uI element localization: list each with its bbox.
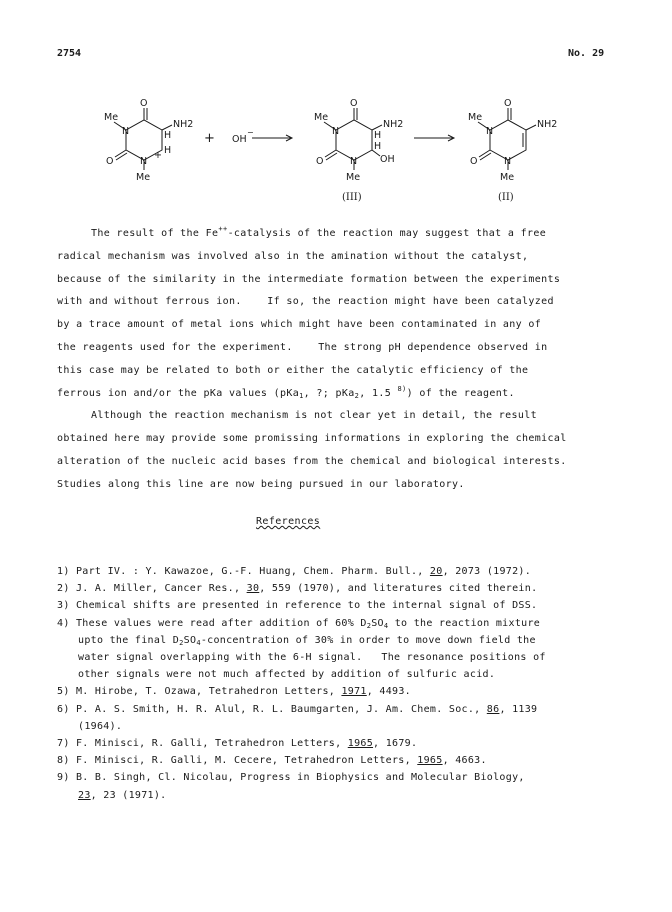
- body-line: because of the similarity in the intermediate formation between the experiments: [57, 273, 561, 285]
- intermediate-amino: NH2: [383, 119, 404, 130]
- body-line: Although the reaction mechanism is not clear yet in detail, the result: [91, 410, 537, 422]
- reference-item: 9) B. B. Singh, Cl. Nicolau, Progress in Biophysics and Molecular Biology,: [57, 772, 525, 784]
- body-line: the reagents used for the experiment. The strong pH dependence observed in: [57, 341, 548, 353]
- references-heading: References: [256, 516, 321, 527]
- intermediate-methyl-bottom: Me: [346, 172, 361, 183]
- hydroxide-charge: −: [247, 128, 254, 137]
- body-line: radical mechanism was involved also in the amination without the catalyst,: [57, 250, 529, 262]
- intermediate-nitrogen-top: N: [332, 126, 340, 137]
- reactant-h1: H: [164, 130, 172, 141]
- intermediate-oxygen-left: O: [316, 156, 324, 167]
- product-label: (II): [498, 192, 514, 203]
- product-methyl-top: Me: [468, 112, 483, 123]
- reference-item: 1) Part IV. : Y. Kawazoe, G.-F. Huang, Chem. Pharm. Bull., 20, 2073 (1972).: [57, 566, 532, 577]
- plus-sign: +: [204, 131, 215, 146]
- body-line: alteration of the nucleic acid bases from the chemical and biological interests.: [57, 455, 567, 467]
- reference-continuation: (1964).: [78, 720, 123, 732]
- body-line: with and without ferrous ion. If so, the reaction might have been catalyzed: [57, 296, 554, 308]
- intermediate-methyl-top: Me: [314, 112, 329, 123]
- reactant-charge: +: [154, 150, 162, 161]
- body-line: Studies along this line are now being pursued in our laboratory.: [57, 478, 465, 490]
- reactant-nitrogen-bottom: N: [140, 156, 148, 167]
- reactant-methyl-top: Me: [104, 112, 119, 123]
- reactant-amino: NH2: [173, 119, 194, 130]
- reactant-nitrogen-top: N: [122, 126, 130, 137]
- body-line: by a trace amount of metal ions which might have been contaminated in any of: [57, 319, 542, 331]
- intermediate-h1: H: [374, 130, 382, 141]
- reactant-oxygen-left: O: [106, 156, 114, 167]
- body-line: ferrous ion and/or the pKa values (pKa$_1$, ?; pKa$_2$, 1.5 $^{8)}$) of the reagent.: [57, 384, 515, 400]
- body-text: [57, 223, 617, 497]
- body-line: this case may be related to both or either the catalytic efficiency of the: [57, 364, 529, 376]
- reference-continuation: 23, 23 (1971).: [78, 789, 167, 801]
- reference-item: 2) J. A. Miller, Cancer Res., 30, 559 (1970), and literatures cited therein.: [57, 583, 538, 595]
- product-amino: NH2: [537, 119, 558, 130]
- reaction-scheme-drawing: [96, 100, 576, 208]
- reference-item: 7) F. Minisci, R. Galli, Tetrahedron Letters, 1965, 1679.: [57, 738, 418, 750]
- product-methyl-bottom: Me: [500, 172, 515, 183]
- product-nitrogen-bottom: N: [504, 156, 512, 167]
- reference-continuation: water signal overlapping with the 6-H signal. The resonance positions of: [78, 652, 546, 664]
- hydroxide-ion: OH: [232, 134, 247, 145]
- page-number: 2754: [57, 48, 82, 59]
- reference-continuation: upto the final $D_2SO_4$-concentration of 30% in order to move down field the: [78, 634, 536, 647]
- body-line: obtained here may provide some promissing informations in exploring the chemical: [57, 433, 567, 445]
- reference-item: 6) P. A. S. Smith, H. R. Alul, R. L. Baumgarten, J. Am. Chem. Soc., 86, 1139: [57, 703, 538, 715]
- reactant-methyl-bottom: Me: [136, 172, 151, 183]
- reactant-h2: H: [164, 145, 172, 156]
- product-oxygen-left: O: [470, 156, 478, 167]
- intermediate-oxygen-top: O: [350, 98, 358, 109]
- reference-item: 4) These values were read after addition of 60% $D_2SO_4$ to the reaction mixture: [57, 617, 541, 630]
- reference-item: 5) M. Hirobe, T. Ozawa, Tetrahedron Letters, 1971, 4493.: [57, 686, 411, 698]
- intermediate-h2: H: [374, 141, 382, 152]
- product-oxygen-top: O: [504, 98, 512, 109]
- reference-item: 3) Chemical shifts are presented in reference to the internal signal of DSS.: [57, 600, 538, 612]
- reference-item: 8) F. Minisci, R. Galli, M. Cecere, Tetrahedron Letters, 1965, 4663.: [57, 755, 487, 767]
- reactant-oxygen-top: O: [140, 98, 148, 109]
- reaction-scheme: [96, 100, 576, 208]
- reference-list: [57, 563, 617, 804]
- intermediate-nitrogen-bottom: N: [350, 156, 358, 167]
- intermediate-label: (III): [342, 192, 362, 203]
- intermediate-hydroxyl: OH: [380, 154, 395, 165]
- body-line: The result of the Fe++-catalysis of the reaction may suggest that a free: [91, 225, 547, 239]
- product-nitrogen-top: N: [486, 126, 494, 137]
- reference-continuation: other signals were not much affected by addition of sulfuric acid.: [78, 669, 496, 681]
- issue-number: No. 29: [568, 48, 605, 59]
